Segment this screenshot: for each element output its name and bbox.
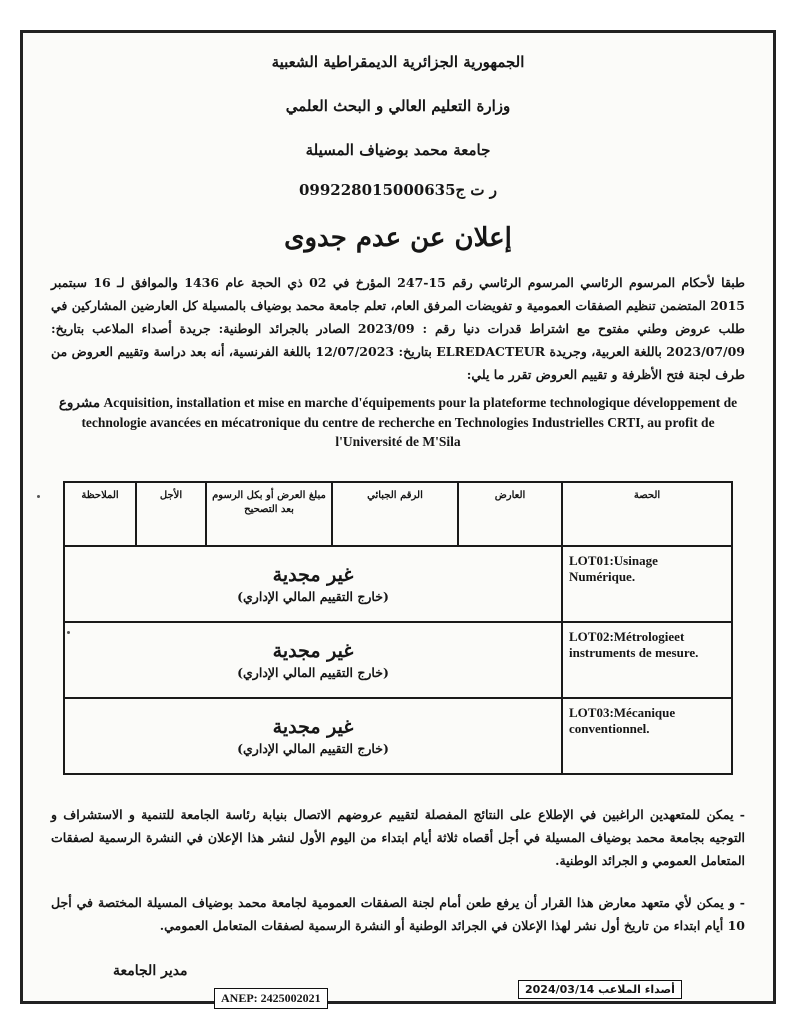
announcement-title: إعلان عن عدم جدوى xyxy=(284,223,512,253)
ministry-header: وزارة التعليم العالي و البحث العلمي xyxy=(285,97,511,115)
anep-reference: ANEP: 2425002021 xyxy=(214,988,328,1009)
university-name: جامعة محمد بوضياف المسيلة xyxy=(305,141,491,159)
lot-reason: (خارج التقييم المالي الإداري) xyxy=(237,741,389,756)
table-header-row xyxy=(64,482,732,546)
signature-director: مدير الجامعة xyxy=(113,963,188,979)
lot-result xyxy=(64,622,562,698)
lots-table xyxy=(63,481,733,775)
header-deadline: الأجل xyxy=(136,482,206,546)
lot-result xyxy=(64,698,562,774)
republic-header: الجمهورية الجزائرية الديمقراطية الشعبية xyxy=(271,53,525,71)
lot-status: غير مجدية xyxy=(272,640,354,662)
press-reference: أصداء الملاعب 2024/03/14 xyxy=(518,980,682,999)
tax-id: ر ت ج099228015000635 xyxy=(298,181,498,199)
project-label: مشروع xyxy=(58,395,101,411)
lot-name: LOT01:Usinage Numérique. xyxy=(562,546,732,622)
project-description xyxy=(57,393,739,451)
header-tax-number: الرقم الجبائي xyxy=(332,482,458,546)
table-row xyxy=(64,622,732,698)
header-bidder: العارض xyxy=(458,482,562,546)
lot-reason: (خارج التقييم المالي الإداري) xyxy=(237,665,389,680)
lot-name: LOT02:Métrologieet instruments de mesure. xyxy=(562,622,732,698)
lot-name: LOT03:Mécanique conventionnel. xyxy=(562,698,732,774)
lot-reason: (خارج التقييم المالي الإداري) xyxy=(237,589,389,604)
results-consultation-paragraph: - يمكن للمتعهدين الراغبين في الإطلاع على النتائج المفصلة لتقييم عروضهم الاتصال بنيابة رئاسة الجامعة للتنمية و الاستشراف و التوجيه بجامعة محمد بوضياف المسيلة في أجل أقصاه ثلاثة أيام ابتداء من اليوم الأول لنشر هذا الإعلان في النشرة الرسمية لصفقات المتعامل العمومي و الجرائد الوطنية. xyxy=(51,807,745,868)
announcement-page xyxy=(20,30,776,1004)
speck xyxy=(37,495,40,498)
appeal-paragraph: - و يمكن لأي متعهد معارض هذا القرار أن يرفع طعن أمام لجنة الصفقات العمومية لجامعة محمد بوضياف المسيلة المختصة في أجل 10 أيام ابتداء من تاريخ أول نشر لهذا الإعلان في الجرائد الوطنية أو النشرة الرسمية لصفقات المتعامل العمومي. xyxy=(51,895,745,933)
table-row xyxy=(64,546,732,622)
header-notes: الملاحظة xyxy=(64,482,136,546)
header-amount: مبلغ العرض أو بكل الرسوم بعد التصحيح xyxy=(206,482,332,546)
lot-status: غير مجدية xyxy=(272,564,354,586)
intro-paragraph: طبقا لأحكام المرسوم الرئاسي المرسوم الرئاسي رقم 15-247 المؤرخ في 02 ذي الحجة عام 1436 والموافق لـ 16 سبتمبر 2015 المتضمن تنظيم الصفقات العمومية و تفويضات المرفق العام، تعلم جامعة محمد بوضياف بالمسيلة كل العارضين المشاركين في طلب عروض وطني مفتوح مع اشتراط قدرات دنيا رقم : 2023/09 الصادر بالجرائد الوطنية: جريدة أصداء الملاعب بتاريخ: 2023/07/09 باللغة العربية، وجريدة ELREDACTEUR بتاريخ: 12/07/2023 باللغة الفرنسية، أنه بعد دراسة وتقييم العروض من طرف لجنة فتح الأظرفة و تقييم العروض تقرر ما يلي: xyxy=(51,275,745,382)
lot-result xyxy=(64,546,562,622)
header-lot: الحصة xyxy=(562,482,732,546)
lot-status: غير مجدية xyxy=(272,716,354,738)
table-row xyxy=(64,698,732,774)
project-text: Acquisition, installation et mise en marche d'équipements pour la plateforme technologique développement de technologie avancées en mécatronique du centre de recherche en Technologies Industrielles CRTI, au profit de l'Université de M'Sila xyxy=(81,395,738,449)
